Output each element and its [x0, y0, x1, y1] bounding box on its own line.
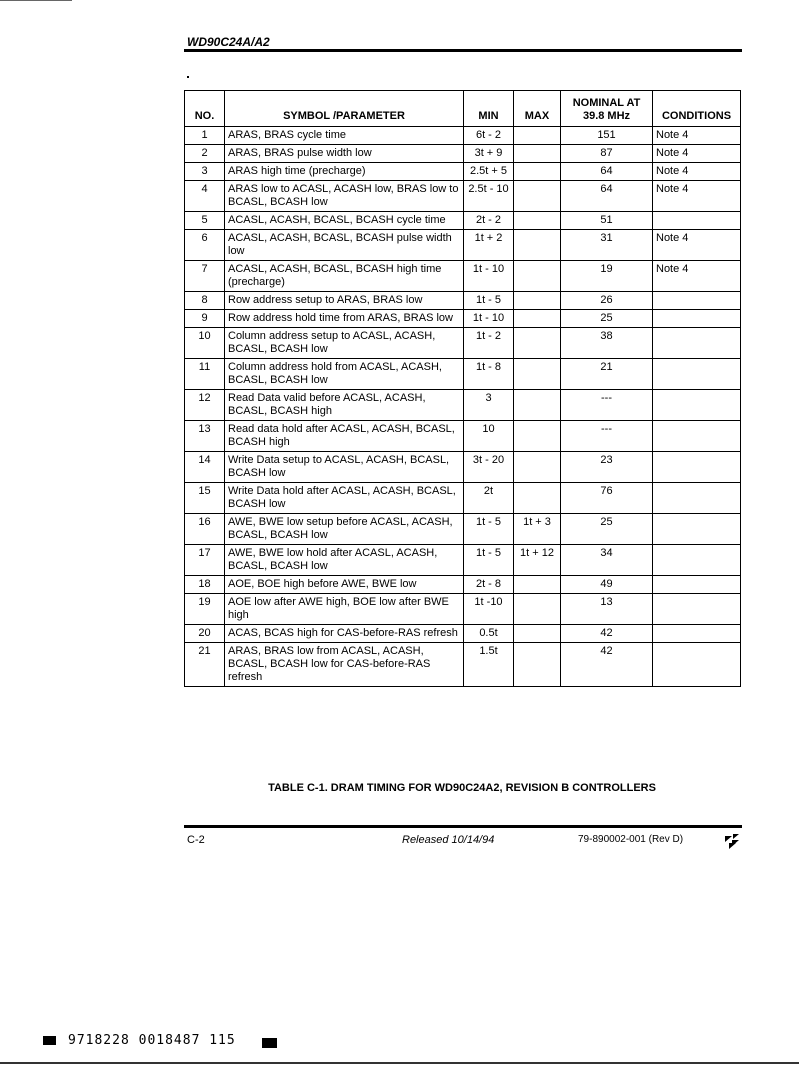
row-nominal: 151: [561, 127, 653, 145]
table-row: [185, 545, 741, 576]
table-row: [185, 390, 741, 421]
row-number: 9: [185, 310, 225, 328]
row-number: 5: [185, 212, 225, 230]
row-parameter: AOE low after AWE high, BOE low after BWE high: [225, 594, 464, 625]
row-nominal: 49: [561, 576, 653, 594]
row-nominal: 64: [561, 163, 653, 181]
row-conditions: [653, 292, 741, 310]
row-number: 6: [185, 230, 225, 261]
row-max: [514, 145, 561, 163]
row-min: 3t + 9: [464, 145, 514, 163]
row-min: 1t -10: [464, 594, 514, 625]
row-nominal: 64: [561, 181, 653, 212]
table-row: [185, 452, 741, 483]
row-conditions: [653, 483, 741, 514]
row-nominal: 42: [561, 625, 653, 643]
header-min: MIN: [464, 91, 514, 127]
dram-timing-table: [184, 90, 741, 687]
row-max: [514, 390, 561, 421]
footer-page-number: C-2: [187, 834, 205, 846]
footer-release-date: Released 10/14/94: [402, 834, 495, 846]
row-conditions: [653, 625, 741, 643]
row-conditions: Note 4: [653, 163, 741, 181]
row-conditions: Note 4: [653, 145, 741, 163]
row-max: [514, 292, 561, 310]
row-nominal: 31: [561, 230, 653, 261]
row-min: 1t - 10: [464, 261, 514, 292]
footer-document-number: 79-890002-001 (Rev D): [578, 834, 684, 845]
table-row: [185, 261, 741, 292]
scan-block-right: [262, 1038, 277, 1048]
row-parameter: Row address setup to ARAS, BRAS low: [225, 292, 464, 310]
table-header-row: [185, 91, 741, 127]
row-parameter: Write Data setup to ACASL, ACASH, BCASL, BCASH low: [225, 452, 464, 483]
row-max: [514, 594, 561, 625]
table-row: [185, 594, 741, 625]
table-row: [185, 181, 741, 212]
row-number: 14: [185, 452, 225, 483]
row-nominal: 21: [561, 359, 653, 390]
row-min: 1t - 8: [464, 359, 514, 390]
row-number: 16: [185, 514, 225, 545]
row-number: 11: [185, 359, 225, 390]
row-number: 15: [185, 483, 225, 514]
table-row: [185, 421, 741, 452]
row-nominal: 38: [561, 328, 653, 359]
row-conditions: [653, 212, 741, 230]
row-conditions: [653, 643, 741, 687]
header-nominal-line2: 39.8 MHz: [582, 110, 631, 122]
row-max: 1t + 12: [514, 545, 561, 576]
row-parameter: ARAS, BRAS cycle time: [225, 127, 464, 145]
row-conditions: Note 4: [653, 261, 741, 292]
row-max: [514, 452, 561, 483]
table-row: [185, 328, 741, 359]
row-number: 2: [185, 145, 225, 163]
row-max: [514, 483, 561, 514]
row-parameter: ARAS, BRAS pulse width low: [225, 145, 464, 163]
row-nominal: 25: [561, 514, 653, 545]
row-max: 1t + 3: [514, 514, 561, 545]
row-parameter: Read data hold after ACASL, ACASH, BCASL, BCASH high: [225, 421, 464, 452]
row-number: 19: [185, 594, 225, 625]
footer-rule: [184, 825, 742, 828]
row-max: [514, 230, 561, 261]
table-row: [185, 230, 741, 261]
row-number: 17: [185, 545, 225, 576]
row-number: 12: [185, 390, 225, 421]
row-nominal: 76: [561, 483, 653, 514]
row-max: [514, 421, 561, 452]
table-row: [185, 576, 741, 594]
row-parameter: AWE, BWE low setup before ACASL, ACASH, BCASL, BCASH low: [225, 514, 464, 545]
row-nominal: 26: [561, 292, 653, 310]
table-row: [185, 643, 741, 687]
row-nominal: 34: [561, 545, 653, 576]
row-parameter: ARAS high time (precharge): [225, 163, 464, 181]
row-min: 1.5t: [464, 643, 514, 687]
row-min: 2.5t - 10: [464, 181, 514, 212]
row-conditions: [653, 545, 741, 576]
table-row: [185, 310, 741, 328]
row-parameter: AOE, BOE high before AWE, BWE low: [225, 576, 464, 594]
table-row: [185, 212, 741, 230]
row-nominal: ---: [561, 421, 653, 452]
row-conditions: [653, 310, 741, 328]
row-parameter: ARAS low to ACASL, ACASH low, BRAS low to BCASL, BCASH low: [225, 181, 464, 212]
table-body: [185, 127, 741, 687]
row-max: [514, 625, 561, 643]
row-number: 7: [185, 261, 225, 292]
row-min: 1t - 5: [464, 292, 514, 310]
row-nominal: ---: [561, 390, 653, 421]
table-row: [185, 163, 741, 181]
row-conditions: [653, 421, 741, 452]
row-nominal: 87: [561, 145, 653, 163]
row-min: 0.5t: [464, 625, 514, 643]
scan-bottom-line: [0, 1062, 799, 1064]
table-row: [185, 359, 741, 390]
header-conditions: CONDITIONS: [653, 91, 741, 127]
header-rule: [184, 49, 742, 52]
table-row: [185, 292, 741, 310]
row-parameter: ACASL, ACASH, BCASL, BCASH high time (precharge): [225, 261, 464, 292]
row-conditions: [653, 514, 741, 545]
header-parameter: SYMBOL /PARAMETER: [225, 91, 464, 127]
row-parameter: Write Data hold after ACASL, ACASH, BCASL, BCASH low: [225, 483, 464, 514]
row-number: 3: [185, 163, 225, 181]
row-min: 3: [464, 390, 514, 421]
row-number: 1: [185, 127, 225, 145]
row-max: [514, 310, 561, 328]
row-max: [514, 181, 561, 212]
row-min: 1t - 5: [464, 545, 514, 576]
table-row: [185, 625, 741, 643]
stray-mark: [187, 76, 189, 78]
scan-artifact-line: [0, 0, 72, 1]
row-nominal: 19: [561, 261, 653, 292]
row-conditions: Note 4: [653, 230, 741, 261]
row-parameter: ACASL, ACASH, BCASL, BCASH pulse width low: [225, 230, 464, 261]
table-caption: TABLE C-1. DRAM TIMING FOR WD90C24A2, REVISION B CONTROLLERS: [268, 782, 656, 794]
row-parameter: Column address setup to ACASL, ACASH, BCASL, BCASH low: [225, 328, 464, 359]
row-conditions: [653, 452, 741, 483]
row-max: [514, 643, 561, 687]
table-row: [185, 127, 741, 145]
row-number: 4: [185, 181, 225, 212]
row-parameter: Column address hold from ACASL, ACASH, BCASL, BCASH low: [225, 359, 464, 390]
row-nominal: 42: [561, 643, 653, 687]
row-number: 8: [185, 292, 225, 310]
header-nominal-line1: NOMINAL AT: [572, 97, 641, 109]
row-conditions: [653, 359, 741, 390]
row-number: 18: [185, 576, 225, 594]
row-nominal: 23: [561, 452, 653, 483]
row-max: [514, 212, 561, 230]
row-min: 2t - 8: [464, 576, 514, 594]
row-number: 13: [185, 421, 225, 452]
page-header-title: WD90C24A/A2: [187, 35, 270, 49]
row-parameter: AWE, BWE low hold after ACASL, ACASH, BCASL, BCASH low: [225, 545, 464, 576]
row-max: [514, 163, 561, 181]
row-max: [514, 576, 561, 594]
row-min: 1t + 2: [464, 230, 514, 261]
table-row: [185, 483, 741, 514]
header-nominal: [561, 91, 653, 127]
row-parameter: Read Data valid before ACASL, ACASH, BCASL, BCASH high: [225, 390, 464, 421]
row-number: 10: [185, 328, 225, 359]
table-row: [185, 145, 741, 163]
row-min: 2t: [464, 483, 514, 514]
row-parameter: Row address hold time from ARAS, BRAS low: [225, 310, 464, 328]
header-no: NO.: [185, 91, 225, 127]
row-parameter: ACASL, ACASH, BCASL, BCASH cycle time: [225, 212, 464, 230]
table-row: [185, 514, 741, 545]
row-conditions: Note 4: [653, 181, 741, 212]
row-conditions: [653, 576, 741, 594]
row-number: 20: [185, 625, 225, 643]
row-parameter: ACAS, BCAS high for CAS-before-RAS refresh: [225, 625, 464, 643]
row-min: 1t - 5: [464, 514, 514, 545]
row-max: [514, 127, 561, 145]
row-nominal: 13: [561, 594, 653, 625]
row-min: 2t - 2: [464, 212, 514, 230]
row-parameter: ARAS, BRAS low from ACASL, ACASH, BCASL, BCASH low for CAS-before-RAS refresh: [225, 643, 464, 687]
header-max: MAX: [514, 91, 561, 127]
row-min: 3t - 20: [464, 452, 514, 483]
row-min: 1t - 10: [464, 310, 514, 328]
row-min: 2.5t + 5: [464, 163, 514, 181]
scan-code-text: 9718228 0018487 115: [68, 1033, 236, 1048]
row-conditions: [653, 390, 741, 421]
company-logo-icon: [724, 833, 740, 849]
row-nominal: 51: [561, 212, 653, 230]
row-conditions: [653, 594, 741, 625]
row-max: [514, 261, 561, 292]
row-conditions: [653, 328, 741, 359]
row-max: [514, 328, 561, 359]
row-max: [514, 359, 561, 390]
row-number: 21: [185, 643, 225, 687]
row-nominal: 25: [561, 310, 653, 328]
row-min: 1t - 2: [464, 328, 514, 359]
scan-block-left: [43, 1036, 56, 1045]
row-conditions: Note 4: [653, 127, 741, 145]
row-min: 6t - 2: [464, 127, 514, 145]
row-min: 10: [464, 421, 514, 452]
